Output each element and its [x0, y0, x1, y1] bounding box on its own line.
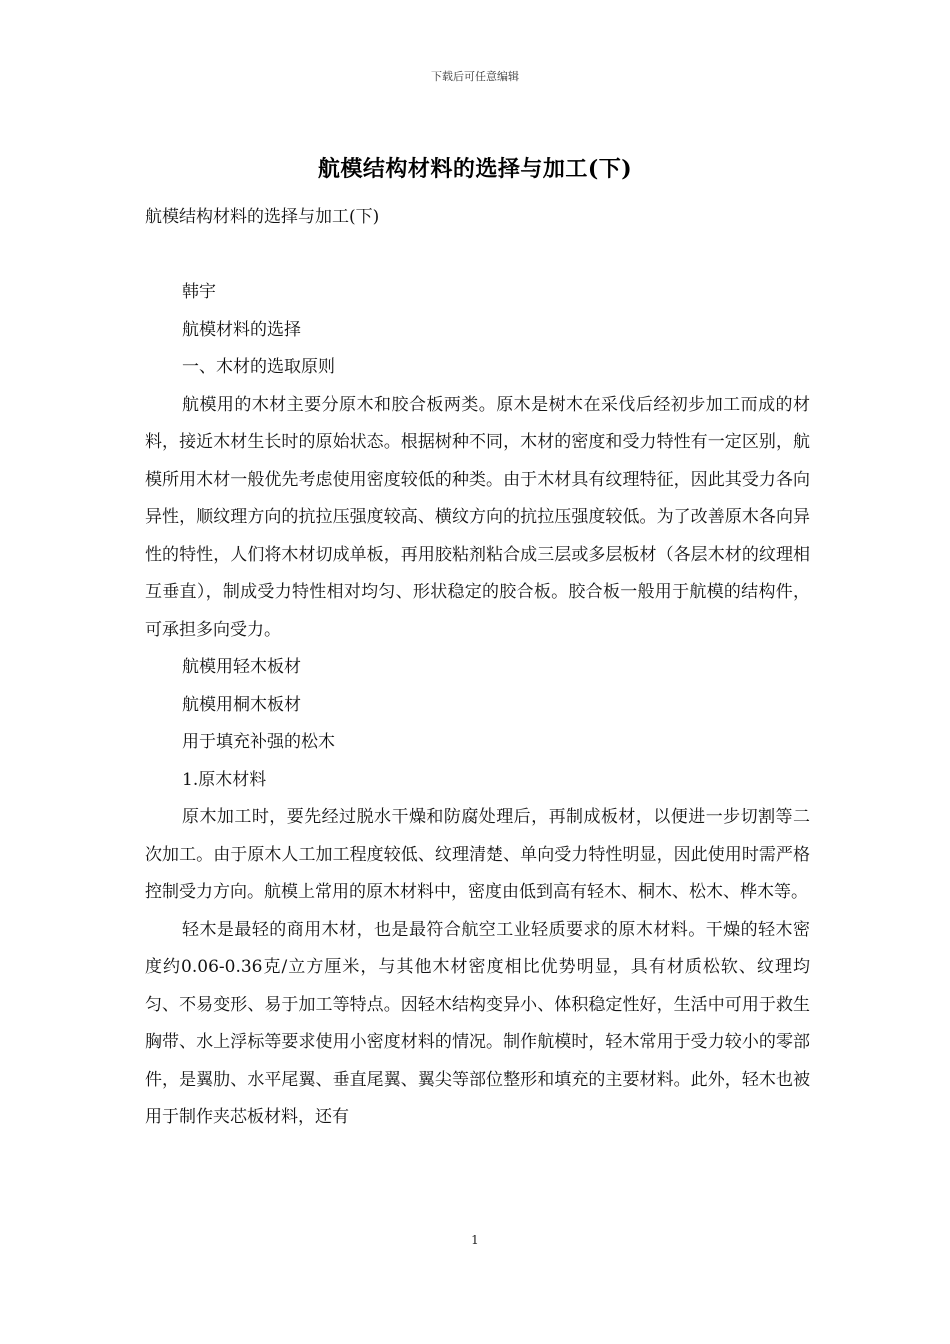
document-title: 航模结构材料的选择与加工(下) [317, 156, 633, 182]
paragraph-balsa: 轻木是最轻的商用木材，也是最符合航空工业轻质要求的原木材料。干燥的轻木密度约0.06-0.36克/立方厘米，与其他木材密度相比优势明显，具有材质松软、纹理均匀、不易变形、易于加工等特点。因轻木结构变异小、体积稳定性好，生活中可用于救生胸带、水上浮标等要求使用小密度材料的情况。制作航模时，轻木常用于受力较小的零部件，是翼肋、水平尾翼、垂直尾翼、翼尖等部位整形和填充的主要材料。此外，轻木也被用于制作夹芯板材料，还有 [145, 919, 810, 1127]
blank-line [145, 237, 810, 275]
caption-balsa-board: 航模用轻木板材 [182, 657, 301, 677]
section-heading: 航模材料的选择 [182, 319, 301, 340]
page-number: 1 [471, 1233, 479, 1247]
item-heading-raw-wood: 1.原木材料 [182, 769, 267, 790]
paragraph-raw-wood-processing: 原木加工时，要先经过脱水干燥和防腐处理后，再制成板材，以便进一步切割等二次加工。由于原木人工加工程度较低、纹理清楚、单向受力特性明显，因此使用时需严格控制受力方向。航模上常用的原木材料中，密度由低到高有轻木、桐木、松木、桦木等。 [145, 807, 810, 902]
caption-pine-filler: 用于填充补强的松木 [182, 732, 335, 752]
header-note: 下载后可任意编辑 [431, 70, 519, 83]
caption-paulownia-board: 航模用桐木板材 [182, 694, 301, 715]
author-name: 韩宇 [182, 282, 216, 302]
document-body [145, 199, 810, 1137]
document-subtitle: 航模结构材料的选择与加工(下) [145, 207, 380, 227]
paragraph-wood-types: 航模用的木材主要分原木和胶合板两类。原木是树木在采伐后经初步加工而成的材料，接近木材生长时的原始状态。根据树种不同，木材的密度和受力特性有一定区别，航模所用木材一般优先考虑使用密度较低的种类。由于木材具有纹理特征，因此其受力各向异性，顺纹理方向的抗拉压强度较高、横纹方向的抗拉压强度较低。为了改善原木各向异性的特性，人们将木材切成单板，再用胶粘剂粘合成三层或多层板材（各层木材的纹理相互垂直），制成受力特性相对均匀、形状稳定的胶合板。胶合板一般用于航模的结构件，可承担多向受力。 [145, 394, 810, 640]
sub-heading: 一、木材的选取原则 [182, 357, 335, 377]
